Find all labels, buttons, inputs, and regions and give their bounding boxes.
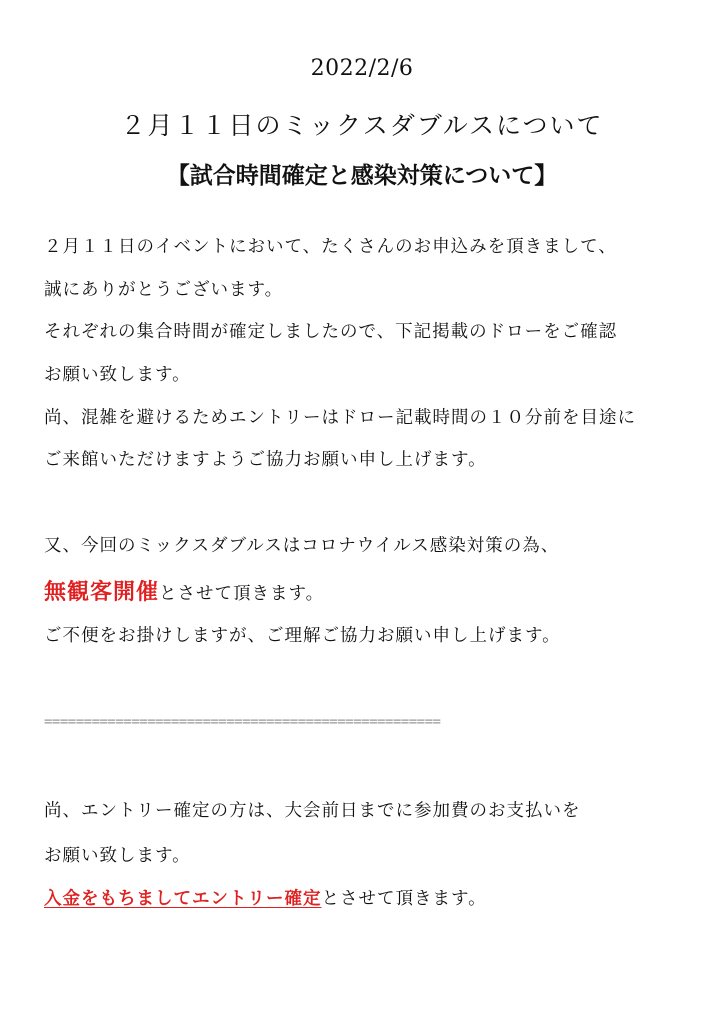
highlight-line [44, 575, 694, 606]
no-spectators-highlight: 無観客開催 [44, 580, 160, 605]
document-subtitle: 【試合時間確定と感染対策について】 [166, 163, 558, 189]
paragraph-text: とさせて頂きます。 [321, 889, 487, 909]
paragraph-text: とさせて頂きます。 [159, 584, 325, 604]
paragraph-line: お願い致します。 [44, 846, 191, 866]
entry-confirmation-highlight: 入金をもちましてエントリー確定 [44, 889, 322, 909]
paragraph-line: 又、今回のミックスダブルスはコロナウイルス感染対策の為、 [44, 536, 560, 556]
paragraph-line: ご来館いただけますようご協力お願い申し上げます。 [44, 450, 487, 470]
paragraph-line: ご不便をお掛けしますが、ご理解ご協力お願い申し上げます。 [44, 626, 561, 646]
highlight-line [44, 885, 694, 910]
document-title: ２月１１日のミックスダブルスについて [120, 111, 604, 140]
paragraph-line: お願い致します。 [44, 365, 191, 385]
paragraph-line: 尚、エントリー確定の方は、大会前日までに参加費のお支払いを [44, 801, 581, 821]
paragraph-line: 誠にありがとうございます。 [44, 280, 284, 300]
document-date: 2022/2/6 [310, 56, 414, 81]
paragraph-line: ２月１１日のイベントにおいて、たくさんのお申込みを頂きまして、 [44, 237, 617, 257]
paragraph-line: それぞれの集合時間が確定しましたので、下記掲載のドローをご確認 [44, 322, 618, 342]
paragraph-line: 尚、混雑を避けるためエントリーはドロー記載時間の１０分前を目途に [44, 408, 636, 428]
section-divider: ================================================== [44, 714, 441, 730]
